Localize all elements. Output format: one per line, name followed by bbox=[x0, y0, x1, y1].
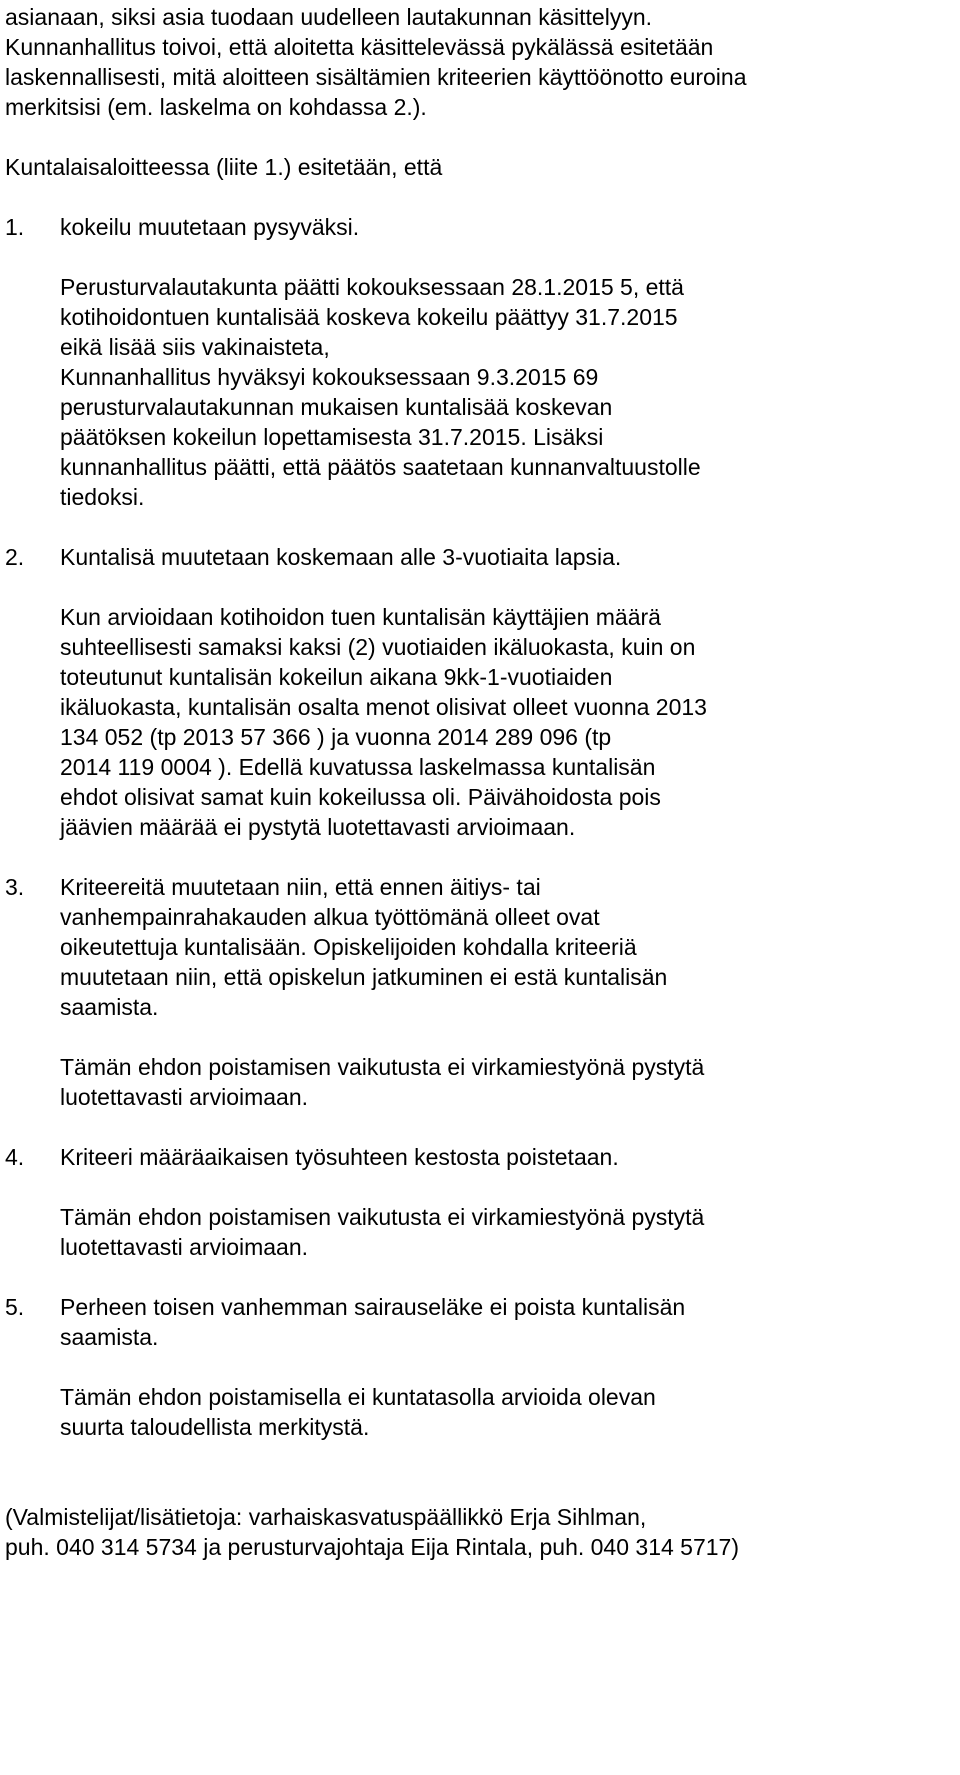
paragraph-line: jäävien määrää ei pystytä luotettavasti arvioimaan. bbox=[60, 814, 576, 840]
item-title-line: oikeutettuja kuntalisään. Opiskelijoiden kohdalla kriteeriä bbox=[60, 934, 637, 960]
item-title: kokeilu muutetaan pysyväksi. bbox=[60, 214, 360, 240]
footer-line: puh. 040 314 5734 ja perusturvajohtaja Eija Rintala, puh. 040 314 5717) bbox=[5, 1534, 739, 1560]
paragraph-line: 2014 119 0004 ). Edellä kuvatussa laskelmassa kuntalisän bbox=[60, 754, 656, 780]
paragraph-line: Tämän ehdon poistamisella ei kuntatasolla arvioida olevan bbox=[60, 1384, 656, 1410]
paragraph-line: Kunnanhallitus hyväksyi kokouksessaan 9.3.2015 69 bbox=[60, 364, 599, 390]
intro-line: asianaan, siksi asia tuodaan uudelleen lautakunnan käsittelyyn. bbox=[5, 4, 652, 30]
paragraph-line: suurta taloudellista merkitystä. bbox=[60, 1414, 370, 1440]
footer-line: (Valmistelijat/lisätietoja: varhaiskasvatuspäällikkö Erja Sihlman, bbox=[5, 1504, 647, 1530]
paragraph-line: 134 052 (tp 2013 57 366 ) ja vuonna 2014 289 096 (tp bbox=[60, 724, 612, 750]
item-title-line: saamista. bbox=[60, 1324, 159, 1350]
paragraph-line: perusturvalautakunnan mukaisen kuntalisää koskevan bbox=[60, 394, 613, 420]
paragraph-line: suhteellisesti samaksi kaksi (2) vuotiaiden ikäluokasta, kuin on bbox=[60, 634, 696, 660]
item-title-line: saamista. bbox=[60, 994, 159, 1020]
paragraph-line: ikäluokasta, kuntalisän osalta menot olisivat olleet vuonna 2013 bbox=[60, 694, 707, 720]
item-title-line: vanhempainrahakauden alkua työttömänä olleet ovat bbox=[60, 904, 600, 930]
paragraph-line: tiedoksi. bbox=[60, 484, 145, 510]
item-title-line: Perheen toisen vanhemman sairauseläke ei poista kuntalisän bbox=[60, 1294, 686, 1320]
item-number: 2. bbox=[5, 544, 25, 570]
item-number: 5. bbox=[5, 1294, 25, 1320]
paragraph-line: päätöksen kokeilun lopettamisesta 31.7.2015. Lisäksi bbox=[60, 424, 604, 450]
item-title: Kriteeri määräaikaisen työsuhteen kestosta poistetaan. bbox=[60, 1144, 619, 1170]
paragraph-line: luotettavasti arvioimaan. bbox=[60, 1234, 309, 1260]
paragraph-line: eikä lisää siis vakinaisteta, bbox=[60, 334, 330, 360]
paragraph-line: kunnanhallitus päätti, että päätös saatetaan kunnanvaltuustolle bbox=[60, 454, 701, 480]
intro-line: Kunnanhallitus toivoi, että aloitetta käsittelevässä pykälässä esitetään bbox=[5, 34, 714, 60]
item-title-line: muutetaan niin, että opiskelun jatkuminen ei estä kuntalisän bbox=[60, 964, 668, 990]
paragraph-line: toteutunut kuntalisän kokeilun aikana 9kk-1-vuotiaiden bbox=[60, 664, 613, 690]
item-number: 4. bbox=[5, 1144, 25, 1170]
paragraph-line: Perusturvalautakunta päätti kokouksessaan 28.1.2015 5, että bbox=[60, 274, 684, 300]
item-title: Kuntalisä muutetaan koskemaan alle 3-vuotiaita lapsia. bbox=[60, 544, 622, 570]
paragraph-line: kotihoidontuen kuntalisää koskeva kokeilu päättyy 31.7.2015 bbox=[60, 304, 678, 330]
paragraph-line: Tämän ehdon poistamisen vaikutusta ei virkamiestyönä pystytä bbox=[60, 1204, 705, 1230]
proposal-intro: Kuntalaisaloitteessa (liite 1.) esitetään, että bbox=[5, 154, 443, 180]
paragraph-line: ehdot olisivat samat kuin kokeilussa oli. Päivähoidosta pois bbox=[60, 784, 661, 810]
paragraph-line: Kun arvioidaan kotihoidon tuen kuntalisän käyttäjien määrä bbox=[60, 604, 661, 630]
item-title-line: Kriteereitä muutetaan niin, että ennen äitiys- tai bbox=[60, 874, 541, 900]
paragraph-line: Tämän ehdon poistamisen vaikutusta ei virkamiestyönä pystytä bbox=[60, 1054, 705, 1080]
intro-line: laskennallisesti, mitä aloitteen sisältämien kriteerien käyttöönotto euroina bbox=[5, 64, 747, 90]
paragraph-line: luotettavasti arvioimaan. bbox=[60, 1084, 309, 1110]
intro-line: merkitsisi (em. laskelma on kohdassa 2.). bbox=[5, 94, 427, 120]
item-number: 3. bbox=[5, 874, 25, 900]
item-number: 1. bbox=[5, 214, 25, 240]
